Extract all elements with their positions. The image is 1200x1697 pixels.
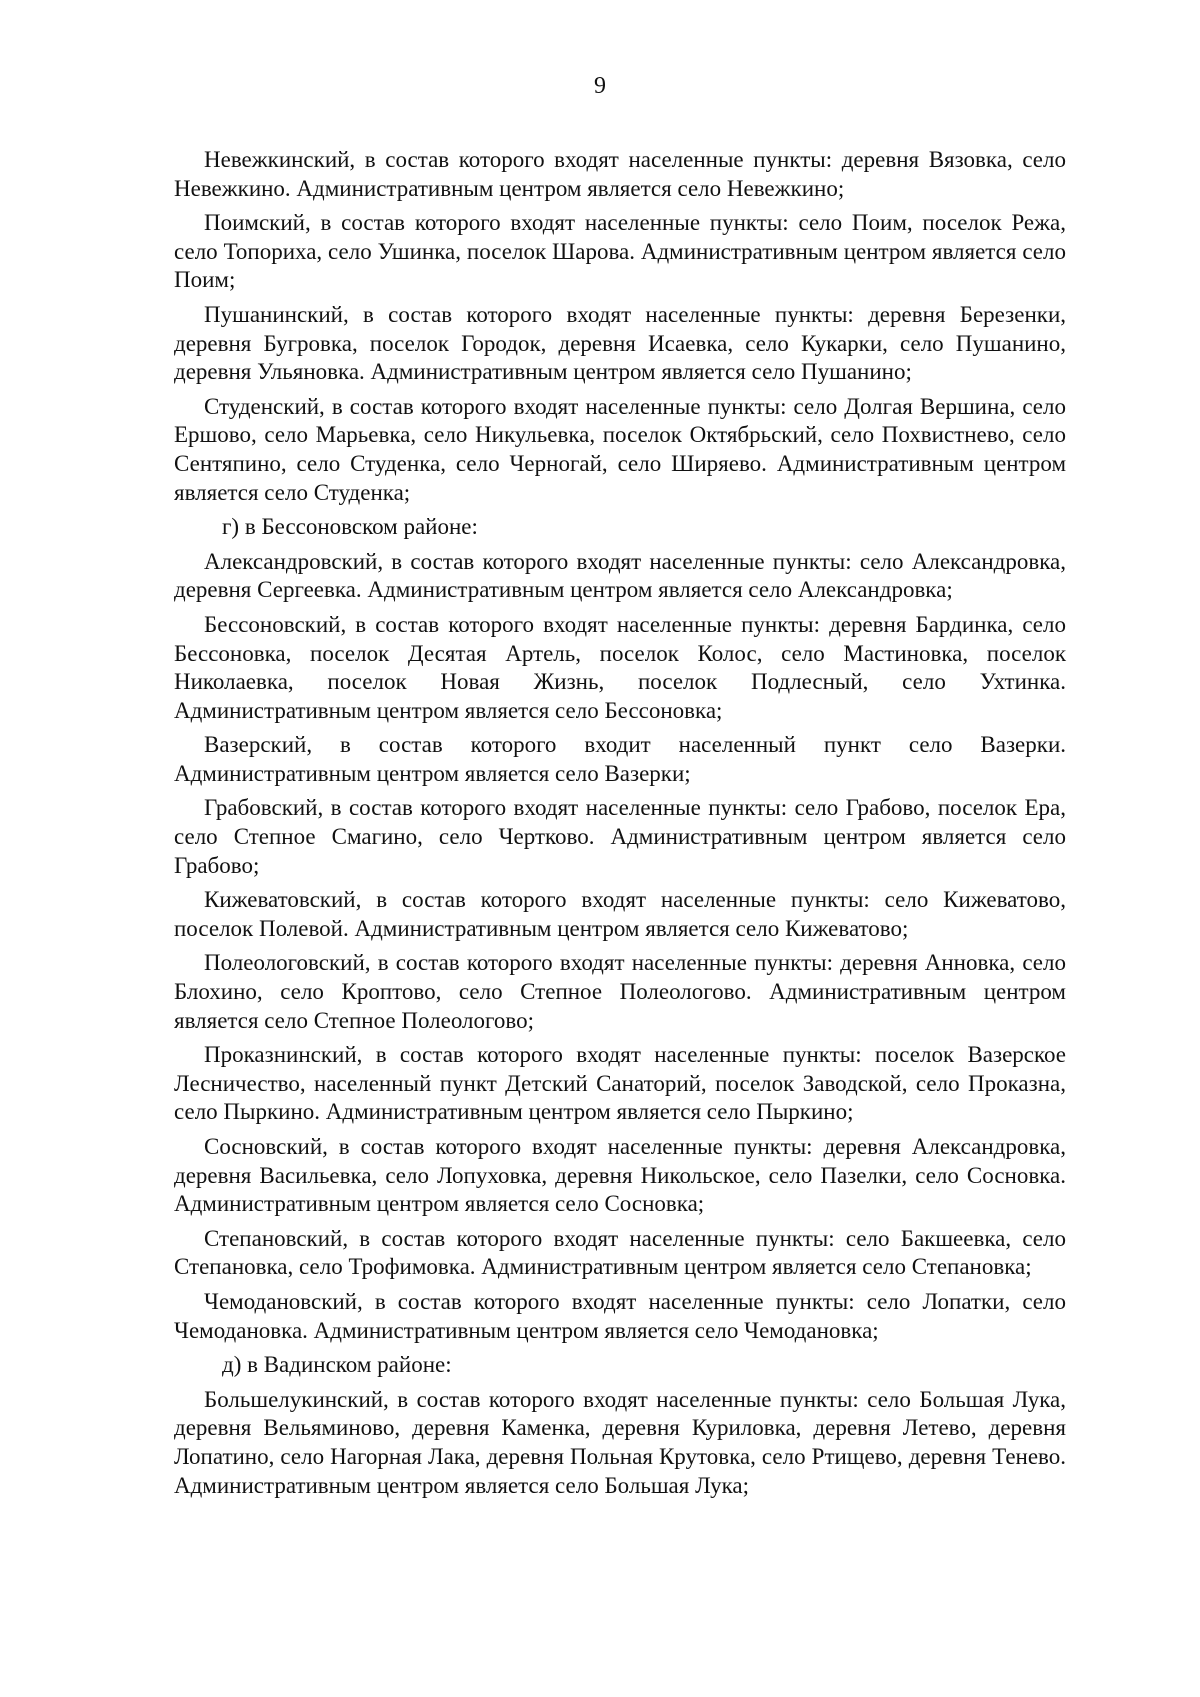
paragraph: Кижеватовский, в состав которого входят населенные пункты: село Кижеватово, поселок Полевой. Административным центром является село Кижеватово; — [174, 887, 1066, 941]
paragraph: Невежкинский, в состав которого входят населенные пункты: деревня Вязовка, село Невежкино. Административным центром является село Невежкино; — [174, 147, 1066, 201]
paragraph: Полеологовский, в состав которого входят населенные пункты: деревня Анновка, село Блохино, село Кроптово, село Степное Полеологово. Административным центром является село Степное Полеологово; — [174, 950, 1066, 1033]
district-subheading: г) в Бессоновском районе: — [222, 514, 478, 540]
document-body — [174, 146, 1066, 1506]
paragraph: Поимский, в состав которого входят населенные пункты: село Поим, поселок Режа, село Топориха, село Ушинка, поселок Шарова. Административным центром является село Поим; — [174, 210, 1066, 293]
paragraph: Большелукинский, в состав которого входят населенные пункты: село Большая Лука, деревня Вельяминово, деревня Каменка, деревня Куриловка, деревня Летево, деревня Лопатино, село Нагорная Лака, деревня Польная Крутовка, село Ртищево, деревня Тенево. Административным центром является село Большая Лука; — [174, 1386, 1066, 1498]
paragraph: Чемодановский, в состав которого входят населенные пункты: село Лопатки, село Чемодановка. Административным центром является село Чемодановка; — [174, 1288, 1066, 1343]
paragraph: Вазерский, в состав которого входит населенный пункт село Вазерки. Административным центром является село Вазерки; — [174, 732, 1066, 786]
paragraph: Александровский, в состав которого входят населенные пункты: село Александровка, деревня Сергеевка. Административным центром является село Александровка; — [174, 548, 1066, 603]
paragraph: Степановский, в состав которого входят населенные пункты: село Бакшеевка, село Степановка, село Трофимовка. Административным центром является село Степановка; — [174, 1225, 1066, 1280]
district-subheading: д) в Вадинском районе: — [222, 1352, 452, 1378]
paragraph: Грабовский, в состав которого входят населенные пункты: село Грабово, поселок Ера, село Степное Смагино, село Чертково. Административным центром является село Грабово; — [174, 795, 1066, 878]
paragraph: Студенский, в состав которого входят населенные пункты: село Долгая Вершина, село Ершово, село Марьевка, село Никульевка, поселок Октябрьский, село Похвистнево, село Сентяпино, село Студенка, село Черногай, село Ширяево. Административным центром является село Студенка; — [174, 393, 1066, 505]
paragraph: Пушанинский, в состав которого входят населенные пункты: деревня Березенки, деревня Бугровка, поселок Городок, деревня Исаевка, село Кукарки, село Пушанино, деревня Ульяновка. Административным центром является село Пушанино; — [174, 301, 1066, 385]
paragraph: Проказнинский, в состав которого входят населенные пункты: поселок Вазерское Лесничество, населенный пункт Детский Санаторий, поселок Заводской, село Проказна, село Пыркино. Административным центром является село Пыркино; — [174, 1042, 1066, 1125]
paragraph: Сосновский, в состав которого входят населенные пункты: деревня Александровка, деревня Васильевка, село Лопуховка, деревня Никольское, село Пазелки, село Сосновка. Административным центром является село Сосновка; — [174, 1134, 1066, 1217]
paragraph: Бессоновский, в состав которого входят населенные пункты: деревня Бардинка, село Бессоновка, поселок Десятая Артель, поселок Колос, село Мастиновка, поселок Николаевка, поселок Новая Жизнь, поселок Подлесный, село Ухтинка. Административным центром является село Бессоновка; — [174, 611, 1066, 723]
page-number: 9 — [594, 73, 606, 99]
